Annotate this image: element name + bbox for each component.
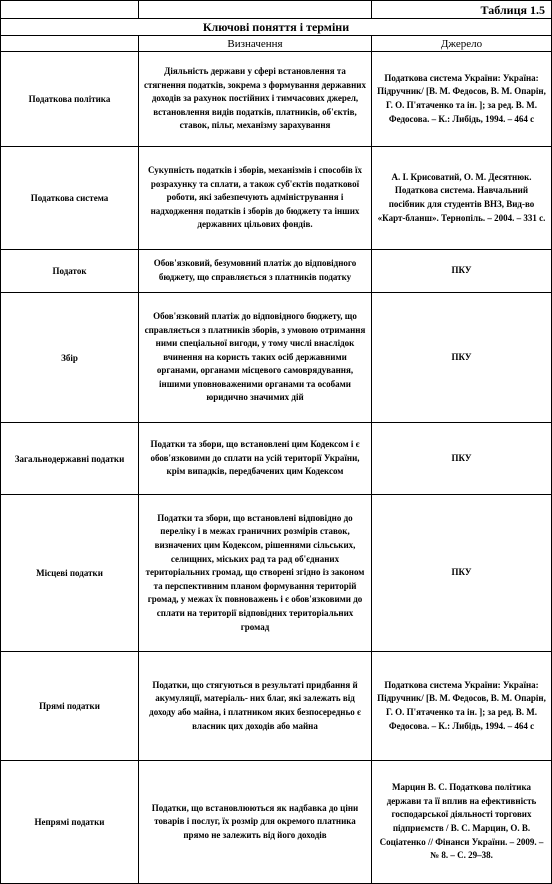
term-cell: Податок bbox=[1, 250, 139, 293]
term-cell: Непрямі податки bbox=[1, 761, 139, 884]
table-row bbox=[1, 147, 552, 250]
empty-cell bbox=[1, 1, 139, 19]
term-cell: Податкова система bbox=[1, 147, 139, 250]
definition-cell: Податки, що стягуються в результаті придбання й акумуляції, матеріаль- них благ, які залежать від доходу або майна, і платником яких безпосередньо є власник цих доходів або майна bbox=[139, 652, 372, 761]
table-row bbox=[1, 52, 552, 147]
table-caption: Таблиця 1.5 bbox=[372, 1, 552, 19]
source-cell: ПКУ bbox=[372, 495, 552, 652]
definition-cell: Обов'язковий платіж до відповідного бюджету, що справляється з платників зборів, з умовою отримання ними спеціальної вигоди, у тому числі внаслідок вчинення на користь таких осіб державними органами, органами місцевого самоврядування, іншими уповноваженими органами та особами юридично значимих дій bbox=[139, 293, 372, 423]
definition-cell: Податки та збори, що встановлені відповідно до переліку і в межах граничних розмірів ставок, визначених цим Кодексом, рішеннями сільських, селищних, міських рад та рад об'єднаних територіальних громад, що створені згідно із законом та перспективним планом формування територій громад, у межах їх повноважень і є обов'язковими до сплати на території відповідних територіальних громад bbox=[139, 495, 372, 652]
term-cell: Прямі податки bbox=[1, 652, 139, 761]
empty-header-cell bbox=[1, 36, 139, 52]
source-cell: ПКУ bbox=[372, 293, 552, 423]
source-cell: Податкова система України: Україна: Підручник/ [В. М. Федосов, В. М. Опарін, Г. О. П'ятаченко та ін. ]; за ред. В. М. Федосова. – К.: Либідь, 1994. – 464 с bbox=[372, 652, 552, 761]
title-row bbox=[1, 19, 552, 36]
header-source: Джерело bbox=[372, 36, 552, 52]
source-cell: Марцин В. С. Податкова політика держави та її вплив на ефективність господарської діяльності торгових підприємств / В. С. Марцин, О. В. Соціатенко // Фінанси України. – 2009. – № 8. – С. 29–38. bbox=[372, 761, 552, 884]
table-row bbox=[1, 293, 552, 423]
table-row bbox=[1, 652, 552, 761]
definition-cell: Обов'язковий, безумовний платіж до відповідного бюджету, що справляється з платників податку bbox=[139, 250, 372, 293]
caption-row bbox=[1, 1, 552, 19]
table-row bbox=[1, 250, 552, 293]
table-title: Ключові поняття і терміни bbox=[1, 19, 552, 36]
header-definition: Визначення bbox=[139, 36, 372, 52]
source-cell: ПКУ bbox=[372, 250, 552, 293]
definition-cell: Податки, що встановлюються як надбавка до ціни товарів і послуг, їх розмір для окремого платника прямо не залежить від його доходів bbox=[139, 761, 372, 884]
definition-cell: Сукупність податків і зборів, механізмів і способів їх розрахунку та сплати, а також суб'єктів податкової роботи, які забезпечують адміністрування і надходження податків і зборів до бюджету та інших державних цільових фондів. bbox=[139, 147, 372, 250]
empty-cell bbox=[139, 1, 372, 19]
term-cell: Загальнодержавні податки bbox=[1, 423, 139, 495]
source-cell: Податкова система України: Україна: Підручник/ [В. М. Федосов, В. М. Опарін, Г. О. П'ятаченко та ін. ]; за ред. В. М. Федосова. – К.: Либідь, 1994. – 464 с bbox=[372, 52, 552, 147]
term-cell: Податкова політика bbox=[1, 52, 139, 147]
definition-cell: Діяльність держави у сфері встановлення та стягнення податків, зокрема з формування державних доходів за рахунок постійних і тимчасових джерел, встановлення видів податків, платників, об'єктів, ставок, пільг, механізму зарахування bbox=[139, 52, 372, 147]
table-row bbox=[1, 423, 552, 495]
term-cell: Місцеві податки bbox=[1, 495, 139, 652]
table-row bbox=[1, 761, 552, 884]
source-cell: А. І. Крисоватий, О. М. Десятнюк. Податкова система. Навчальний посібник для студентів ВНЗ, Вид-во «Карт-бланш». Тернопіль. – 2004. – 331 с. bbox=[372, 147, 552, 250]
term-cell: Збір bbox=[1, 293, 139, 423]
source-cell: ПКУ bbox=[372, 423, 552, 495]
table-row bbox=[1, 495, 552, 652]
definition-cell: Податки та збори, що встановлені цим Кодексом і є обов'язковими до сплати на усій території України, крім випадків, передбачених цим Кодексом bbox=[139, 423, 372, 495]
header-row bbox=[1, 36, 552, 52]
